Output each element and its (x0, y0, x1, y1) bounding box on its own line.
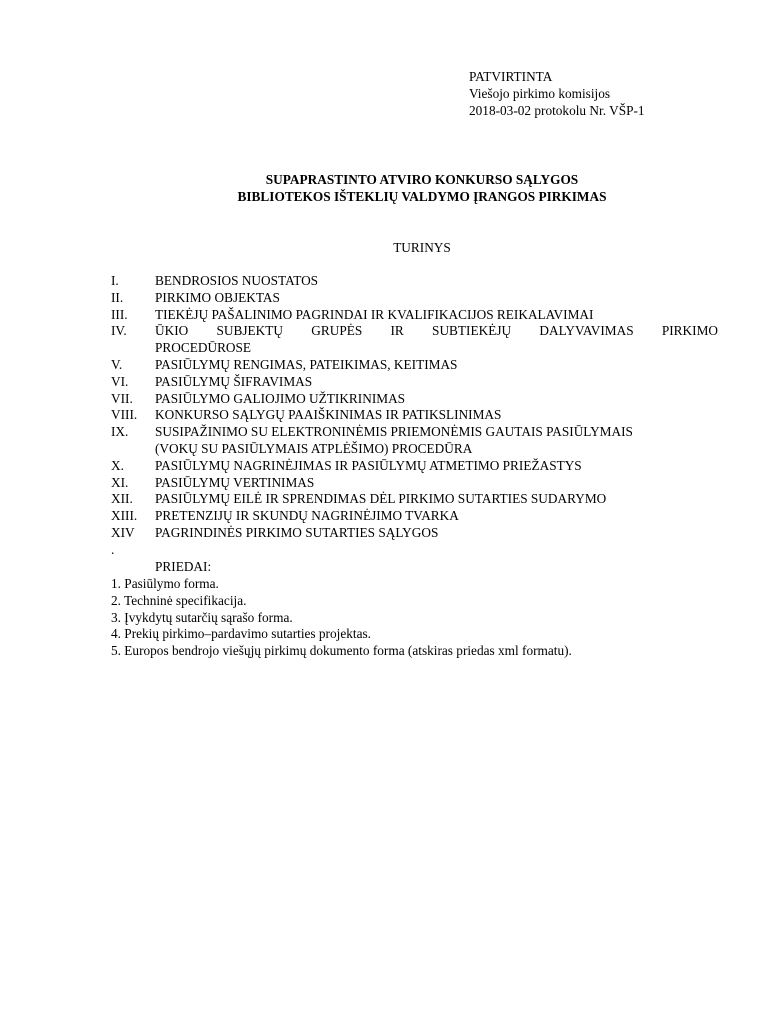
document-title-line-2: BIBLIOTEKOS IŠTEKLIŲ VALDYMO ĮRANGOS PIRKIMAS (237, 188, 607, 204)
toc-item-number: XIII. (111, 508, 138, 524)
approval-block (469, 69, 759, 119)
document-title-line-1: SUPAPRASTINTO ATVIRO KONKURSO SĄLYGOS (265, 172, 579, 187)
approval-protocol: 2018-03-02 protokolu Nr. VŠP-1 (469, 102, 645, 118)
toc-item-number: IV. (111, 323, 127, 339)
annex-item: 4. Prekių pirkimo–pardavimo sutarties projektas. (111, 626, 371, 642)
annex-item: 5. Europos bendrojo viešųjų pirkimų dokumento forma (atskiras priedas xml formatu). (111, 643, 572, 659)
document-title (0, 172, 770, 206)
toc-item-title: PRETENZIJŲ IR SKUNDŲ NAGRINĖJIMO TVARKA (155, 508, 459, 524)
annex-item: 3. Įvykdytų sutarčių sąrašo forma. (111, 609, 293, 625)
table-of-contents (111, 273, 718, 542)
toc-item-title: PASIŪLYMŲ ŠIFRAVIMAS (155, 373, 313, 389)
toc-item (111, 290, 718, 307)
toc-item-number: XIV (111, 524, 135, 540)
toc-item-title: PASIŪLYMŲ NAGRINĖJIMAS IR PASIŪLYMŲ ATMETIMO PRIEŽASTYS (155, 457, 582, 473)
toc-item-number: IX. (111, 424, 129, 440)
toc-item-number: XII. (111, 491, 133, 507)
toc-item (111, 458, 718, 475)
toc-item-title: KONKURSO SĄLYGŲ PAAIŠKINIMAS IR PATIKSLINIMAS (155, 407, 502, 423)
toc-item-number: VIII. (111, 407, 138, 423)
toc-item-number: V. (111, 356, 123, 372)
toc-item-number: XI. (111, 474, 129, 490)
toc-item-number: III. (111, 306, 128, 322)
annexes-list (111, 576, 731, 660)
toc-trailing-dot: . (111, 542, 115, 557)
toc-heading: TURINYS (393, 240, 451, 255)
annex-item: 1. Pasiūlymo forma. (111, 576, 219, 591)
toc-item-number: VII. (111, 390, 133, 406)
toc-item (111, 307, 718, 324)
toc-item (111, 424, 718, 458)
toc-item-title-line: (VOKŲ SU PASIŪLYMAIS ATPLĖŠIMO) PROCEDŪRA (155, 440, 473, 456)
annexes-heading: PRIEDAI: (155, 559, 212, 574)
toc-item-title-line: PROCEDŪROSE (155, 340, 252, 356)
toc-item (111, 391, 718, 408)
toc-item-number: X. (111, 457, 124, 473)
toc-item-title (155, 424, 718, 458)
toc-item-number: II. (111, 289, 124, 305)
toc-item (111, 273, 718, 290)
toc-item-title: PIRKIMO OBJEKTAS (155, 289, 280, 305)
toc-item (111, 323, 718, 357)
toc-item (111, 475, 718, 492)
toc-item-title: PAGRINDINĖS PIRKIMO SUTARTIES SĄLYGOS (155, 524, 439, 540)
approval-committee: Viešojo pirkimo komisijos (469, 85, 611, 101)
toc-item (111, 508, 718, 525)
toc-item-title (155, 323, 718, 357)
toc-item (111, 491, 718, 508)
annex-item: 2. Techninė specifikacija. (111, 592, 247, 608)
toc-item-title-line: SUSIPAŽINIMO SU ELEKTRONINĖMIS PRIEMONĖMIS GAUTAIS PASIŪLYMAIS (155, 424, 633, 440)
toc-item-number: VI. (111, 373, 129, 389)
toc-item-title-line: ŪKIO SUBJEKTŲ GRUPĖS IR SUBTIEKĖJŲ DALYVAVIMAS PIRKIMO (155, 323, 718, 339)
approval-label: PATVIRTINTA (469, 69, 553, 84)
toc-item-title: PASIŪLYMŲ EILĖ IR SPRENDIMAS DĖL PIRKIMO SUTARTIES SUDARYMO (155, 491, 607, 507)
toc-item (111, 525, 718, 542)
toc-item-title: TIEKĖJŲ PAŠALINIMO PAGRINDAI IR KVALIFIKACIJOS REIKALAVIMAI (155, 306, 594, 322)
toc-item-title: BENDROSIOS NUOSTATOS (155, 273, 319, 288)
toc-item (111, 374, 718, 391)
toc-item-number: I. (111, 273, 119, 288)
toc-item-title: PASIŪLYMŲ RENGIMAS, PATEIKIMAS, KEITIMAS (155, 356, 458, 372)
toc-item-title: PASIŪLYMO GALIOJIMO UŽTIKRINIMAS (155, 390, 406, 406)
toc-item (111, 407, 718, 424)
toc-item-title: PASIŪLYMŲ VERTINIMAS (155, 474, 315, 490)
toc-item (111, 357, 718, 374)
